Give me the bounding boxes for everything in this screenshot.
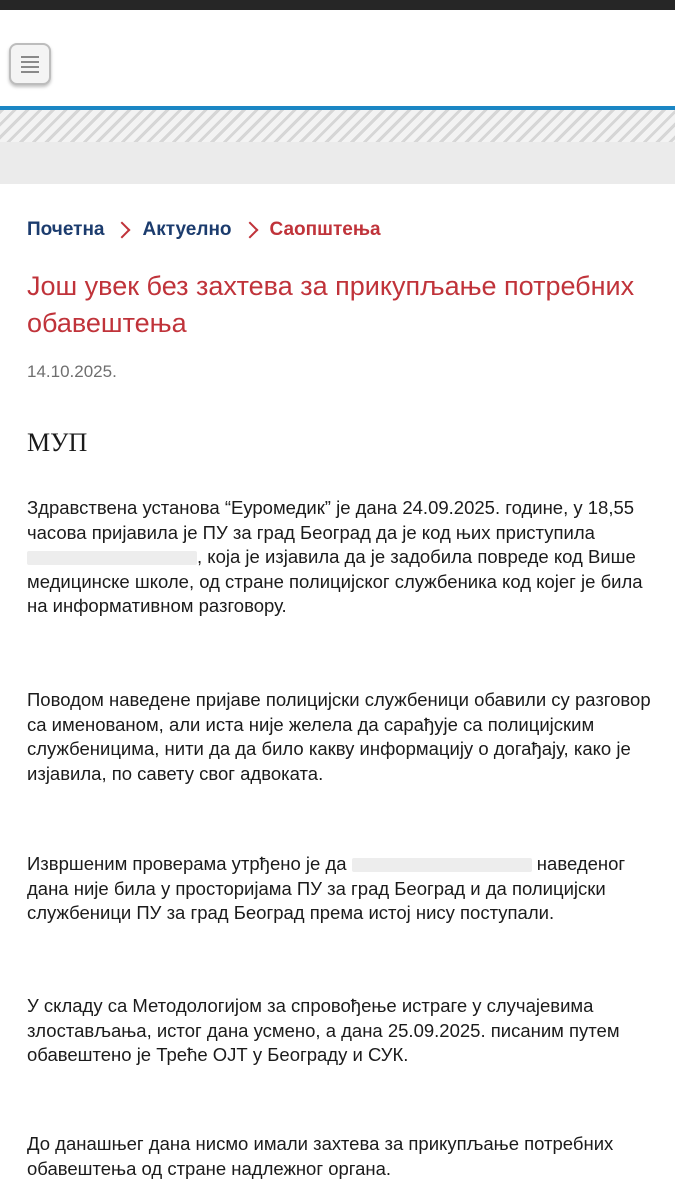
breadcrumb-current: Саопштења	[269, 219, 381, 240]
paragraph-text: Извршеним проверама утрђено је да	[27, 853, 352, 874]
paragraph-text: , која је изјавила да је задобила повреде код Више медицинске школе, од стране полицијског службеника код којег је била на информативном разговору.	[27, 546, 643, 617]
site-header	[0, 10, 675, 106]
article-paragraph	[27, 496, 655, 619]
article-paragraph: До данашњег дана нисмо имали захтева за прикупљање потребних обавештења од стране надлежног органа.	[27, 1133, 614, 1179]
article-paragraph	[27, 852, 655, 926]
paragraph-text: Здравствена установа “Еуромедик” је дана 24.09.2025. године, у 18,55 часова пријавила је ПУ за град Београд да је код њих приступила	[27, 497, 635, 543]
article-title: Још увек без захтева за прикупљање потребних обавештења	[27, 271, 635, 338]
status-bar	[0, 0, 675, 10]
breadcrumb-section-link[interactable]: Актуелно	[142, 219, 232, 240]
decorative-hatch-band	[0, 110, 675, 142]
redacted-name	[352, 858, 532, 872]
breadcrumb	[27, 218, 381, 242]
article-date: 14.10.2025.	[27, 362, 117, 381]
chevron-right-icon	[114, 222, 131, 239]
paragraph-text: наведеног дана није била у просторијама ПУ за град Београд и да полицијски службеници ПУ за град Београд према истој нису поступали.	[27, 853, 626, 924]
article-paragraph: Поводом наведене пријаве полицијски службеници обавили су разговор са именованом, али иста није желела да сарађује са полицијским службеницима, нити да да било какву информацију о догађају, како је изјавила, по савету свог адвоката.	[27, 689, 651, 784]
breadcrumb-home-link[interactable]: Почетна	[27, 219, 105, 240]
article-organization: МУП	[27, 428, 88, 457]
menu-button[interactable]	[9, 43, 51, 85]
gray-band	[0, 142, 675, 184]
article-paragraph: У складу са Методологијом за спровођење истраге у случајевима злостављања, истог дана усмено, а дана 25.09.2025. писаним путем обавештено је Треће ОЈТ у Београду и СУК.	[27, 995, 620, 1066]
redacted-name	[27, 551, 197, 565]
chevron-right-icon	[241, 222, 258, 239]
